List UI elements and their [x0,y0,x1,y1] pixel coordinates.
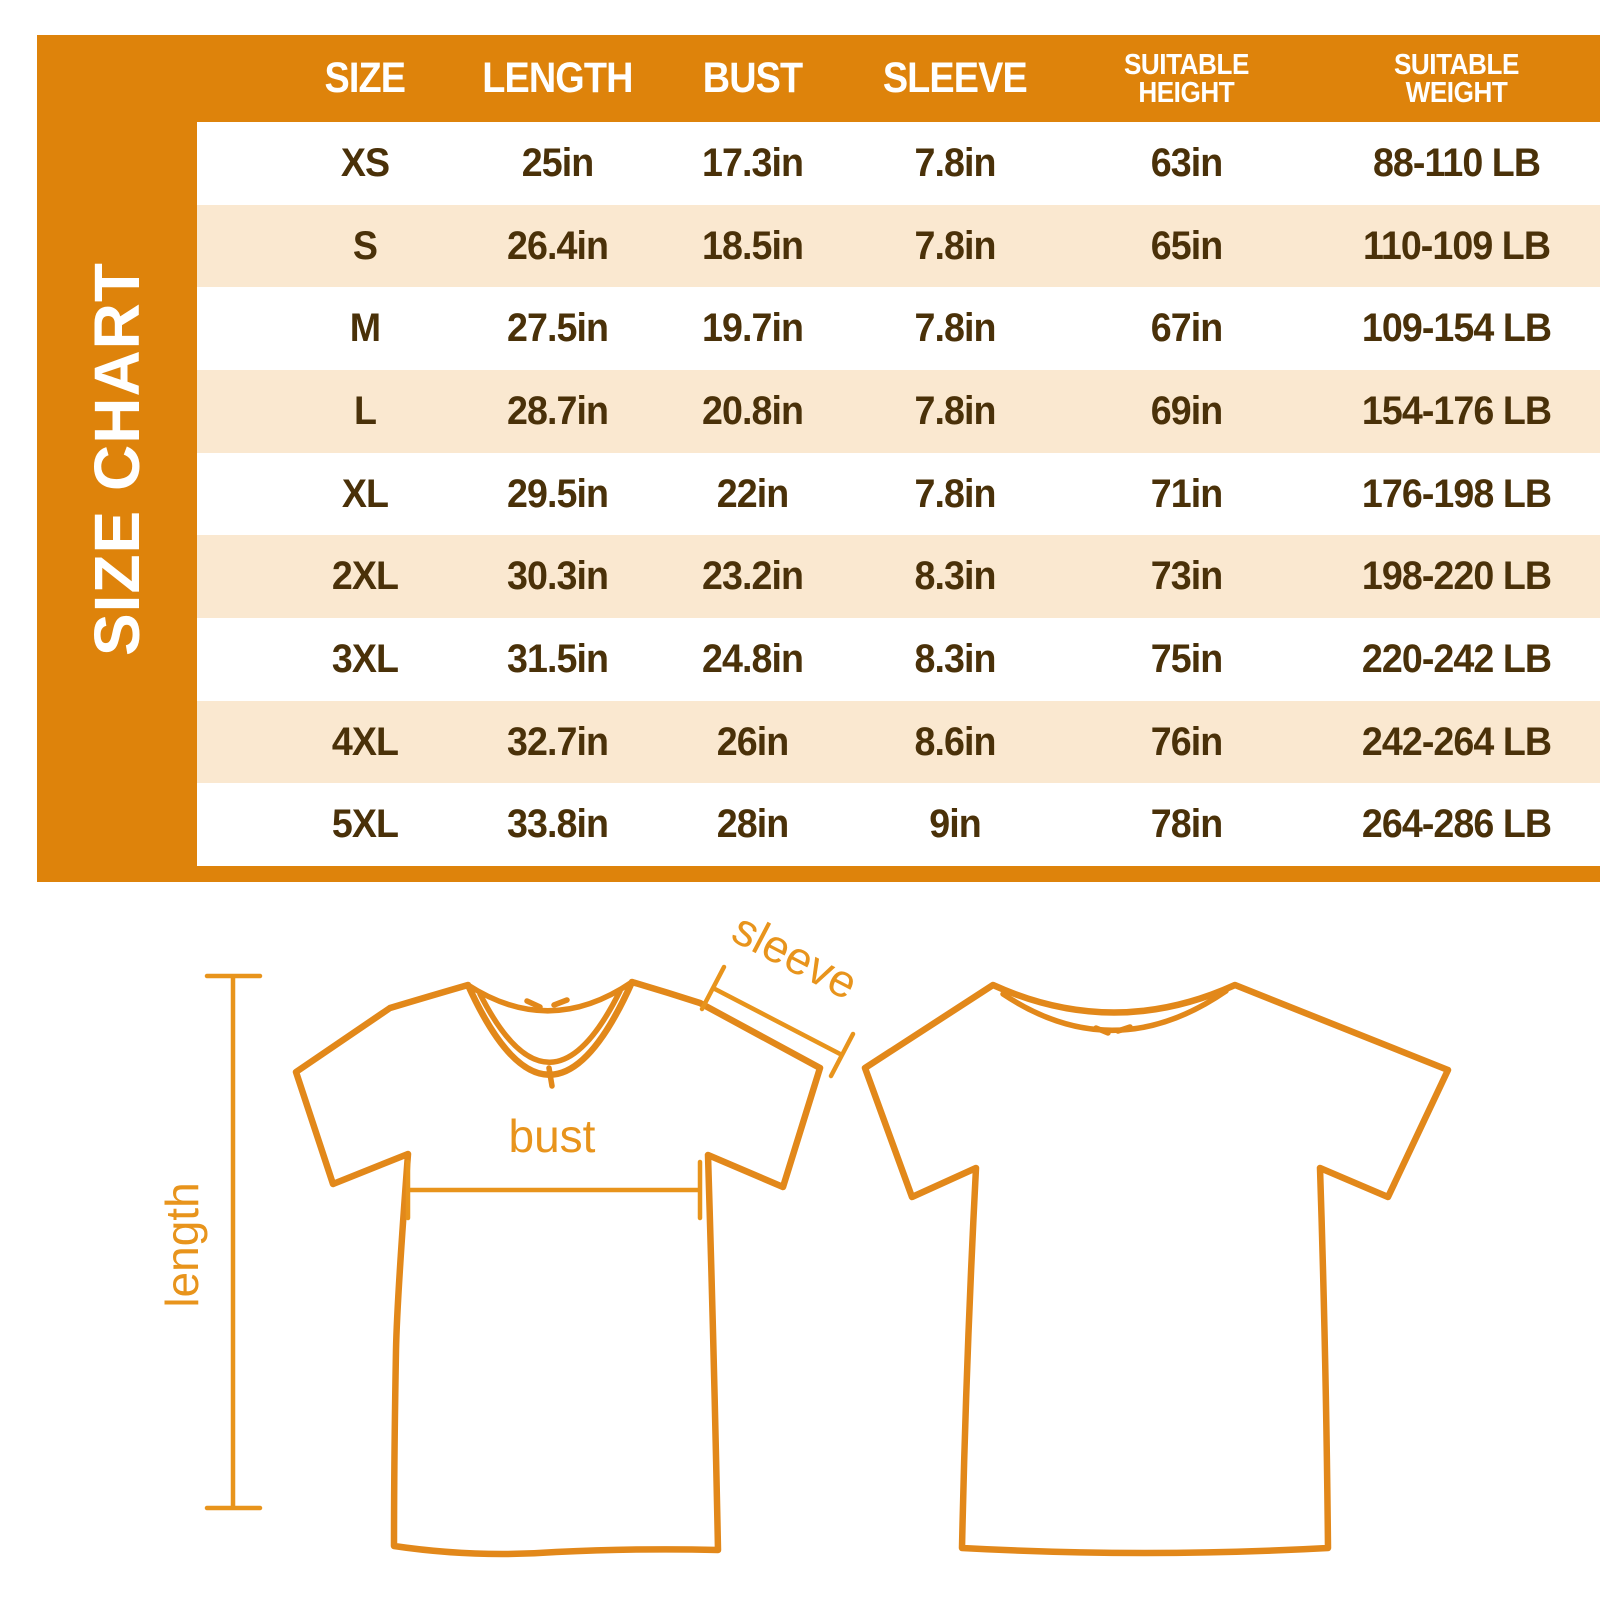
table-row-5xl [197,783,1600,866]
length-cell: 33.8in [507,802,608,847]
height-cell: 67in [1150,306,1223,351]
size-chart-title: SIZE CHART [81,261,153,656]
col-header-sleeve: SLEEVE [882,54,1028,102]
height-cell: 69in [1150,388,1223,433]
sleeve-cell: 8.3in [914,554,996,599]
sleeve-cell: 7.8in [914,140,996,185]
size-cell: L [353,388,377,433]
sleeve-cell: 7.8in [914,388,996,433]
size-chart-panel [37,35,1600,882]
bust-cell: 26in [716,719,789,764]
length-measure [156,976,260,1508]
tshirt-front [296,982,820,1554]
bust-cell: 18.5in [702,223,803,268]
height-cell: 71in [1150,471,1223,516]
height-cell: 78in [1150,802,1223,847]
bust-cell: 28in [716,802,789,847]
bust-cell: 22in [716,471,789,516]
table-row-s [197,205,1600,288]
weight-cell: 154-176 LB [1361,388,1552,433]
table-row-2xl [197,535,1600,618]
length-label: length [156,1182,208,1308]
length-cell: 31.5in [507,636,608,681]
table-row-l [197,370,1600,453]
col-header-length: LENGTH [482,54,633,102]
tshirt-front-outline [296,982,820,1554]
tshirt-front-collar-top [468,982,632,1011]
col-header-suitable-height: SUITABLE HEIGHT [1124,48,1249,109]
bust-cell: 24.8in [702,636,803,681]
sleeve-cell: 9in [929,802,981,847]
height-cell: 73in [1150,554,1223,599]
weight-cell: 176-198 LB [1361,471,1552,516]
table-header-row [270,35,1600,122]
sleeve-cell: 8.6in [914,719,996,764]
size-cell: 5XL [331,802,399,847]
table-row-m [197,287,1600,370]
sleeve-cell: 7.8in [914,306,996,351]
weight-cell: 110-109 LB [1362,223,1551,268]
table-row-3xl [197,618,1600,701]
length-measure-line [207,976,260,1508]
sleeve-cell: 7.8in [914,471,996,516]
tshirt-back [865,985,1448,1553]
size-cell: 3XL [331,636,399,681]
table-row-xl [197,453,1600,536]
height-cell: 63in [1150,140,1223,185]
size-cell: S [352,223,378,268]
table-row-4xl [197,701,1600,784]
measurement-diagram [0,900,1600,1600]
size-cell: XL [341,471,389,516]
weight-cell: 220-242 LB [1361,636,1552,681]
size-cell: M [349,306,381,351]
weight-cell: 109-154 LB [1361,306,1552,351]
table-body [197,122,1600,866]
weight-cell: 264-286 LB [1361,802,1552,847]
bust-label: bust [508,1110,596,1162]
weight-cell: 88-110 LB [1372,140,1541,185]
length-cell: 30.3in [507,554,608,599]
length-cell: 26.4in [507,223,608,268]
sleeve-cell: 8.3in [914,636,996,681]
height-cell: 75in [1150,636,1223,681]
height-cell: 65in [1150,223,1223,268]
bust-cell: 23.2in [702,554,803,599]
sidebar [37,35,197,882]
bust-cell: 20.8in [702,388,803,433]
length-cell: 29.5in [507,471,608,516]
size-cell: XS [340,140,390,185]
weight-cell: 198-220 LB [1361,554,1552,599]
height-cell: 76in [1150,719,1223,764]
length-cell: 25in [521,140,594,185]
col-header-bust: BUST [702,54,803,102]
sleeve-label: sleeve [724,902,867,1010]
weight-cell: 242-264 LB [1361,719,1552,764]
col-header-size: SIZE [324,54,406,102]
table-row-xs [197,122,1600,205]
col-header-suitable-weight: SUITABLE WEIGHT [1394,48,1519,109]
length-cell: 28.7in [507,388,608,433]
length-cell: 27.5in [507,306,608,351]
size-cell: 2XL [331,554,399,599]
tshirt-back-outline [865,985,1448,1553]
sleeve-cell: 7.8in [914,223,996,268]
bust-cell: 17.3in [702,140,803,185]
length-cell: 32.7in [507,719,608,764]
size-cell: 4XL [331,719,399,764]
bust-cell: 19.7in [702,306,803,351]
